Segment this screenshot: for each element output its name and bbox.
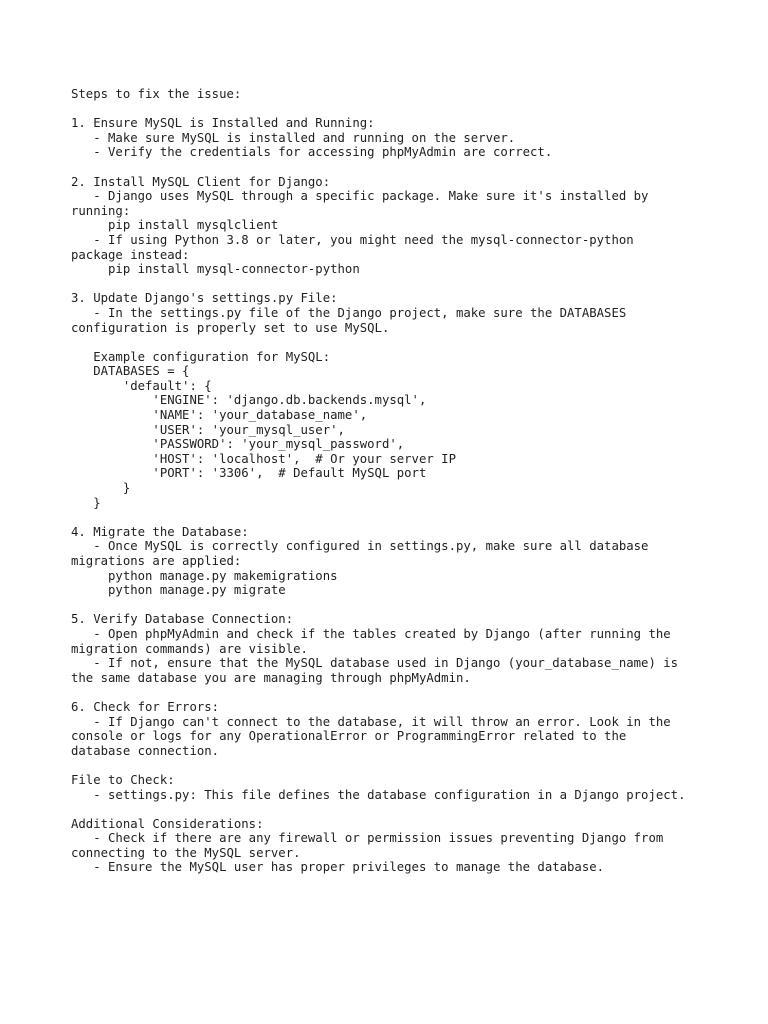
code-line: 'PASSWORD': 'your_mysql_password', — [71, 437, 405, 452]
step-2-item: - Django uses MySQL through a specific package. Make sure it's installed by — [71, 189, 649, 204]
blank-line — [71, 160, 721, 175]
additional-considerations-item: - Check if there are any firewall or permission issues preventing Django from — [71, 831, 664, 846]
code-line: } — [71, 495, 101, 510]
additional-considerations-item: - Ensure the MySQL user has proper privileges to manage the database. — [71, 860, 605, 875]
blank-line — [71, 335, 721, 350]
step-4-heading: 4. Migrate the Database: — [71, 524, 249, 539]
blank-line — [71, 685, 721, 700]
code-line: DATABASES = { — [71, 364, 190, 379]
code-line: python manage.py migrate — [71, 583, 286, 598]
example-caption: Example configuration for MySQL: — [71, 349, 331, 364]
code-line: pip install mysql-connector-python — [71, 262, 360, 277]
additional-considerations-item: connecting to the MySQL server. — [71, 845, 301, 860]
step-4-item: migrations are applied: — [71, 554, 242, 568]
blank-line — [71, 277, 721, 292]
step-6-item: - If Django can't connect to the database, it will throw an error. Look in the — [71, 714, 671, 729]
file-to-check-heading: File to Check: — [71, 772, 175, 787]
blank-line — [71, 102, 721, 117]
step-3-heading: 3. Update Django's settings.py File: — [71, 291, 338, 306]
code-line: 'ENGINE': 'django.db.backends.mysql', — [71, 393, 427, 408]
step-5-item: - Open phpMyAdmin and check if the tables created by Django (after running the — [71, 626, 671, 641]
code-line: pip install mysqlclient — [71, 218, 279, 233]
step-2-item: - If using Python 3.8 or later, you might need the mysql-connector-python — [71, 232, 634, 247]
step-6-item: database connection. — [71, 743, 220, 758]
heading-steps: Steps to fix the issue: — [71, 87, 242, 101]
step-3-item: - In the settings.py file of the Django project, make sure the DATABASES — [71, 305, 627, 320]
code-line: 'HOST': 'localhost', # Or your server IP — [71, 451, 456, 466]
code-line: 'USER': 'your_mysql_user', — [71, 422, 345, 437]
file-to-check-item: - settings.py: This file defines the database configuration in a Django project. — [71, 787, 686, 802]
code-line: 'default': { — [71, 378, 212, 393]
step-6-item: console or logs for any OperationalError or ProgrammingError related to the — [71, 729, 627, 744]
step-2-heading: 2. Install MySQL Client for Django: — [71, 174, 331, 189]
blank-line — [71, 598, 721, 613]
code-line: 'NAME': 'your_database_name', — [71, 408, 368, 423]
step-5-item: migration commands) are visible. — [71, 641, 308, 656]
code-line: python manage.py makemigrations — [71, 568, 338, 583]
step-5-heading: 5. Verify Database Connection: — [71, 612, 294, 627]
step-2-item: package instead: — [71, 247, 190, 262]
step-1-heading: 1. Ensure MySQL is Installed and Running: — [71, 116, 375, 131]
step-2-item: running: — [71, 203, 131, 218]
step-1-item: - Verify the credentials for accessing phpMyAdmin are correct. — [71, 145, 553, 160]
step-5-item: the same database you are managing through phpMyAdmin. — [71, 670, 471, 685]
step-3-item: configuration is properly set to use MySQL. — [71, 320, 390, 335]
document-body — [71, 87, 721, 875]
step-4-item: - Once MySQL is correctly configured in settings.py, make sure all database — [71, 539, 649, 554]
additional-considerations-heading: Additional Considerations: — [71, 816, 264, 831]
code-line: 'PORT': '3306', # Default MySQL port — [71, 466, 427, 481]
step-1-item: - Make sure MySQL is installed and running on the server. — [71, 130, 516, 145]
blank-line — [71, 758, 721, 773]
code-line: } — [71, 481, 131, 496]
blank-line — [71, 802, 721, 817]
blank-line — [71, 510, 721, 525]
step-5-item: - If not, ensure that the MySQL database used in Django (your_database_name) is — [71, 656, 679, 671]
step-6-heading: 6. Check for Errors: — [71, 699, 220, 714]
